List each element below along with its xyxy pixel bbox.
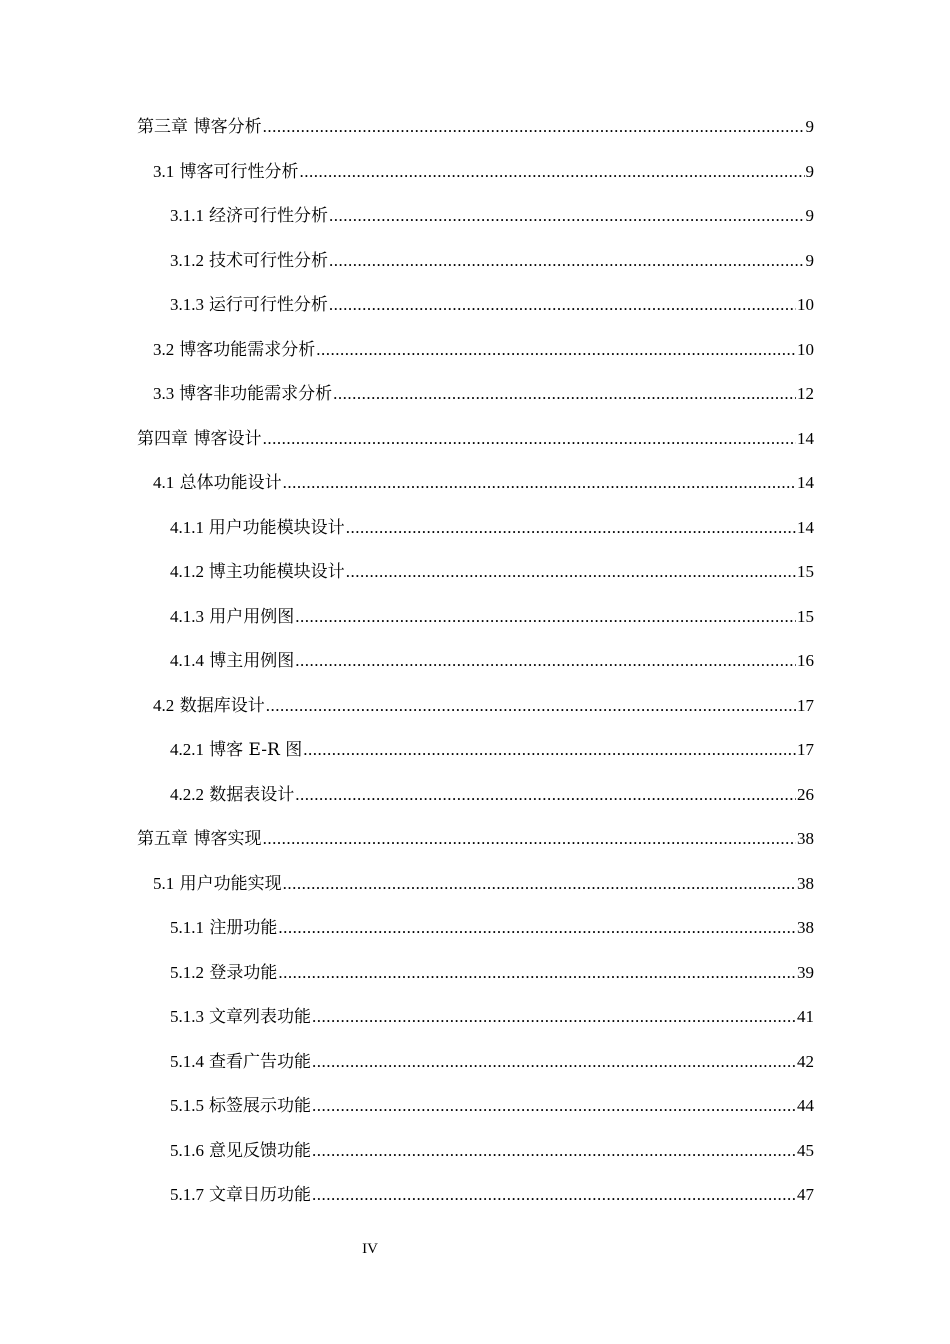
toc-entry[interactable]	[0, 995, 950, 1040]
toc-entry-number: 第三章	[137, 117, 188, 137]
dot-leader	[329, 251, 805, 271]
toc-entry-page: 17	[797, 740, 814, 760]
toc-entry-title: 数据表设计	[209, 784, 295, 805]
dot-leader	[316, 340, 796, 360]
toc-entry[interactable]	[0, 1084, 950, 1129]
dot-leader	[295, 607, 796, 627]
dot-leader	[333, 384, 796, 404]
dot-leader	[278, 963, 796, 983]
toc-entry-page: 44	[797, 1096, 814, 1116]
toc-entry-title: 总体功能设计	[179, 473, 282, 494]
toc-entry-title: 运行可行性分析	[208, 295, 328, 316]
toc-entry-title: 查看广告功能	[209, 1051, 312, 1072]
dot-leader	[346, 562, 796, 582]
dot-leader	[312, 1007, 796, 1027]
toc-entry[interactable]	[0, 951, 950, 996]
dot-leader	[346, 518, 796, 538]
toc-entry-page: 38	[797, 873, 814, 893]
toc-entry[interactable]	[0, 372, 950, 417]
toc-entry-number: 3.1	[153, 161, 175, 181]
toc-entry-title: 博主用例图	[209, 651, 295, 672]
toc-entry-title: 文章列表功能	[209, 1007, 312, 1028]
toc-entry-number: 4.1.4	[170, 651, 204, 671]
dot-leader	[303, 740, 796, 760]
toc-entry-page: 9	[805, 206, 814, 226]
toc-entry-number: 4.1.2	[170, 562, 204, 582]
dot-leader	[283, 874, 796, 894]
toc-entry-title: 博客分析	[193, 117, 262, 138]
toc-entry[interactable]	[0, 639, 950, 684]
toc-entry-title: 注册功能	[209, 918, 278, 939]
toc-entry[interactable]	[0, 328, 950, 373]
toc-entry[interactable]	[0, 550, 950, 595]
toc-entry[interactable]	[0, 773, 950, 818]
toc-entry[interactable]	[0, 105, 950, 150]
toc-entry[interactable]	[0, 817, 950, 862]
toc-entry-title: 博客非功能需求分析	[179, 384, 333, 405]
toc-entry-number: 3.1.2	[170, 250, 204, 270]
toc-entry-page: 41	[797, 1007, 814, 1027]
toc-entry-number: 3.1.3	[170, 295, 204, 315]
toc-entry[interactable]	[0, 728, 950, 773]
dot-leader	[263, 117, 805, 137]
toc-entry-page: 14	[797, 428, 814, 448]
toc-entry-page: 38	[797, 918, 814, 938]
toc-entry-page: 26	[797, 784, 814, 804]
toc-entry[interactable]	[0, 1040, 950, 1085]
toc-entry-number: 5.1.2	[170, 962, 204, 982]
toc-entry[interactable]	[0, 239, 950, 284]
toc-entry-page: 9	[805, 161, 814, 181]
dot-leader	[329, 295, 796, 315]
dot-leader	[312, 1052, 796, 1072]
toc-entry-page: 14	[797, 473, 814, 493]
toc-entry-title: 博主功能模块设计	[208, 562, 345, 583]
toc-entry-title: 博客可行性分析	[179, 161, 299, 182]
toc-entry-number: 4.2.1	[170, 740, 204, 760]
toc-entry-number: 5.1.7	[170, 1185, 204, 1205]
toc-entry-title: 用户功能模块设计	[208, 517, 345, 538]
toc-entry-page: 9	[805, 117, 814, 137]
toc-entry-number: 4.2	[153, 695, 175, 715]
toc-entry[interactable]	[0, 1173, 950, 1218]
toc-entry-page: 15	[797, 562, 814, 582]
toc-entry-page: 38	[797, 829, 814, 849]
toc-entry-title: 博客实现	[193, 829, 262, 850]
toc-entry-page: 14	[797, 517, 814, 537]
toc-entry[interactable]	[0, 461, 950, 506]
toc-entry-page: 45	[797, 1140, 814, 1160]
toc-entry-page: 16	[797, 651, 814, 671]
toc-entry[interactable]	[0, 417, 950, 462]
toc-entry-page: 10	[797, 339, 814, 359]
dot-leader	[283, 473, 796, 493]
toc-entry[interactable]	[0, 684, 950, 729]
toc-entry-number: 4.1.1	[170, 517, 204, 537]
dot-leader	[312, 1141, 796, 1161]
toc-entry-page: 39	[797, 962, 814, 982]
toc-entry-title: 博客设计	[193, 428, 262, 449]
toc-entry-page: 12	[797, 384, 814, 404]
toc-entry[interactable]	[0, 506, 950, 551]
toc-entry[interactable]	[0, 1129, 950, 1174]
toc-entry-number: 3.2	[153, 339, 175, 359]
toc-entry-number: 第五章	[137, 829, 188, 849]
toc-entry-number: 5.1.4	[170, 1051, 204, 1071]
toc-entry-title: 数据库设计	[179, 695, 265, 716]
dot-leader	[295, 785, 796, 805]
toc-entry-number: 5.1.3	[170, 1007, 204, 1027]
page-footer-number: IV	[362, 1241, 378, 1257]
dot-leader	[266, 696, 796, 716]
toc-entry-number: 4.1.3	[170, 606, 204, 626]
toc-entry-page: 10	[797, 295, 814, 315]
toc-entry-page: 9	[805, 250, 814, 270]
toc-entry-page: 15	[797, 606, 814, 626]
toc-entry[interactable]	[0, 862, 950, 907]
dot-leader	[263, 429, 796, 449]
toc-entry-title: 博客功能需求分析	[179, 339, 316, 360]
toc-entry-number: 3.1.1	[170, 206, 204, 226]
toc-entry-number: 5.1.5	[170, 1096, 204, 1116]
toc-entry[interactable]	[0, 283, 950, 328]
toc-entry-title: 文章日历功能	[209, 1185, 312, 1206]
dot-leader	[329, 206, 805, 226]
toc-entry[interactable]	[0, 194, 950, 239]
toc-entry-title: 经济可行性分析	[208, 206, 328, 227]
toc-entry[interactable]	[0, 595, 950, 640]
toc-entry-title: 用户用例图	[209, 606, 295, 627]
dot-leader	[312, 1185, 796, 1205]
dot-leader	[300, 162, 805, 182]
toc-entry-page: 17	[797, 695, 814, 715]
table-of-contents	[0, 105, 950, 1218]
toc-entry-page: 42	[797, 1051, 814, 1071]
dot-leader	[312, 1096, 796, 1116]
toc-entry-title: 用户功能实现	[179, 873, 282, 894]
toc-entry-number: 4.1	[153, 473, 175, 493]
toc-entry-number: 4.2.2	[170, 784, 204, 804]
toc-entry-title: 技术可行性分析	[208, 250, 328, 271]
toc-entry-title: 意见反馈功能	[209, 1140, 312, 1161]
toc-entry-number: 5.1	[153, 873, 175, 893]
dot-leader	[295, 651, 796, 671]
toc-entry-number: 5.1.6	[170, 1140, 204, 1160]
toc-entry-page: 47	[797, 1185, 814, 1205]
dot-leader	[263, 829, 796, 849]
toc-entry-number: 5.1.1	[170, 918, 204, 938]
toc-entry-title: 登录功能	[209, 962, 278, 983]
toc-entry-number: 第四章	[137, 428, 188, 448]
dot-leader	[278, 918, 796, 938]
toc-entry-number: 3.3	[153, 384, 175, 404]
toc-entry[interactable]	[0, 906, 950, 951]
toc-entry-title: 标签展示功能	[209, 1096, 312, 1117]
toc-entry-title: 博客 E-R 图	[209, 740, 303, 761]
toc-entry[interactable]	[0, 150, 950, 195]
